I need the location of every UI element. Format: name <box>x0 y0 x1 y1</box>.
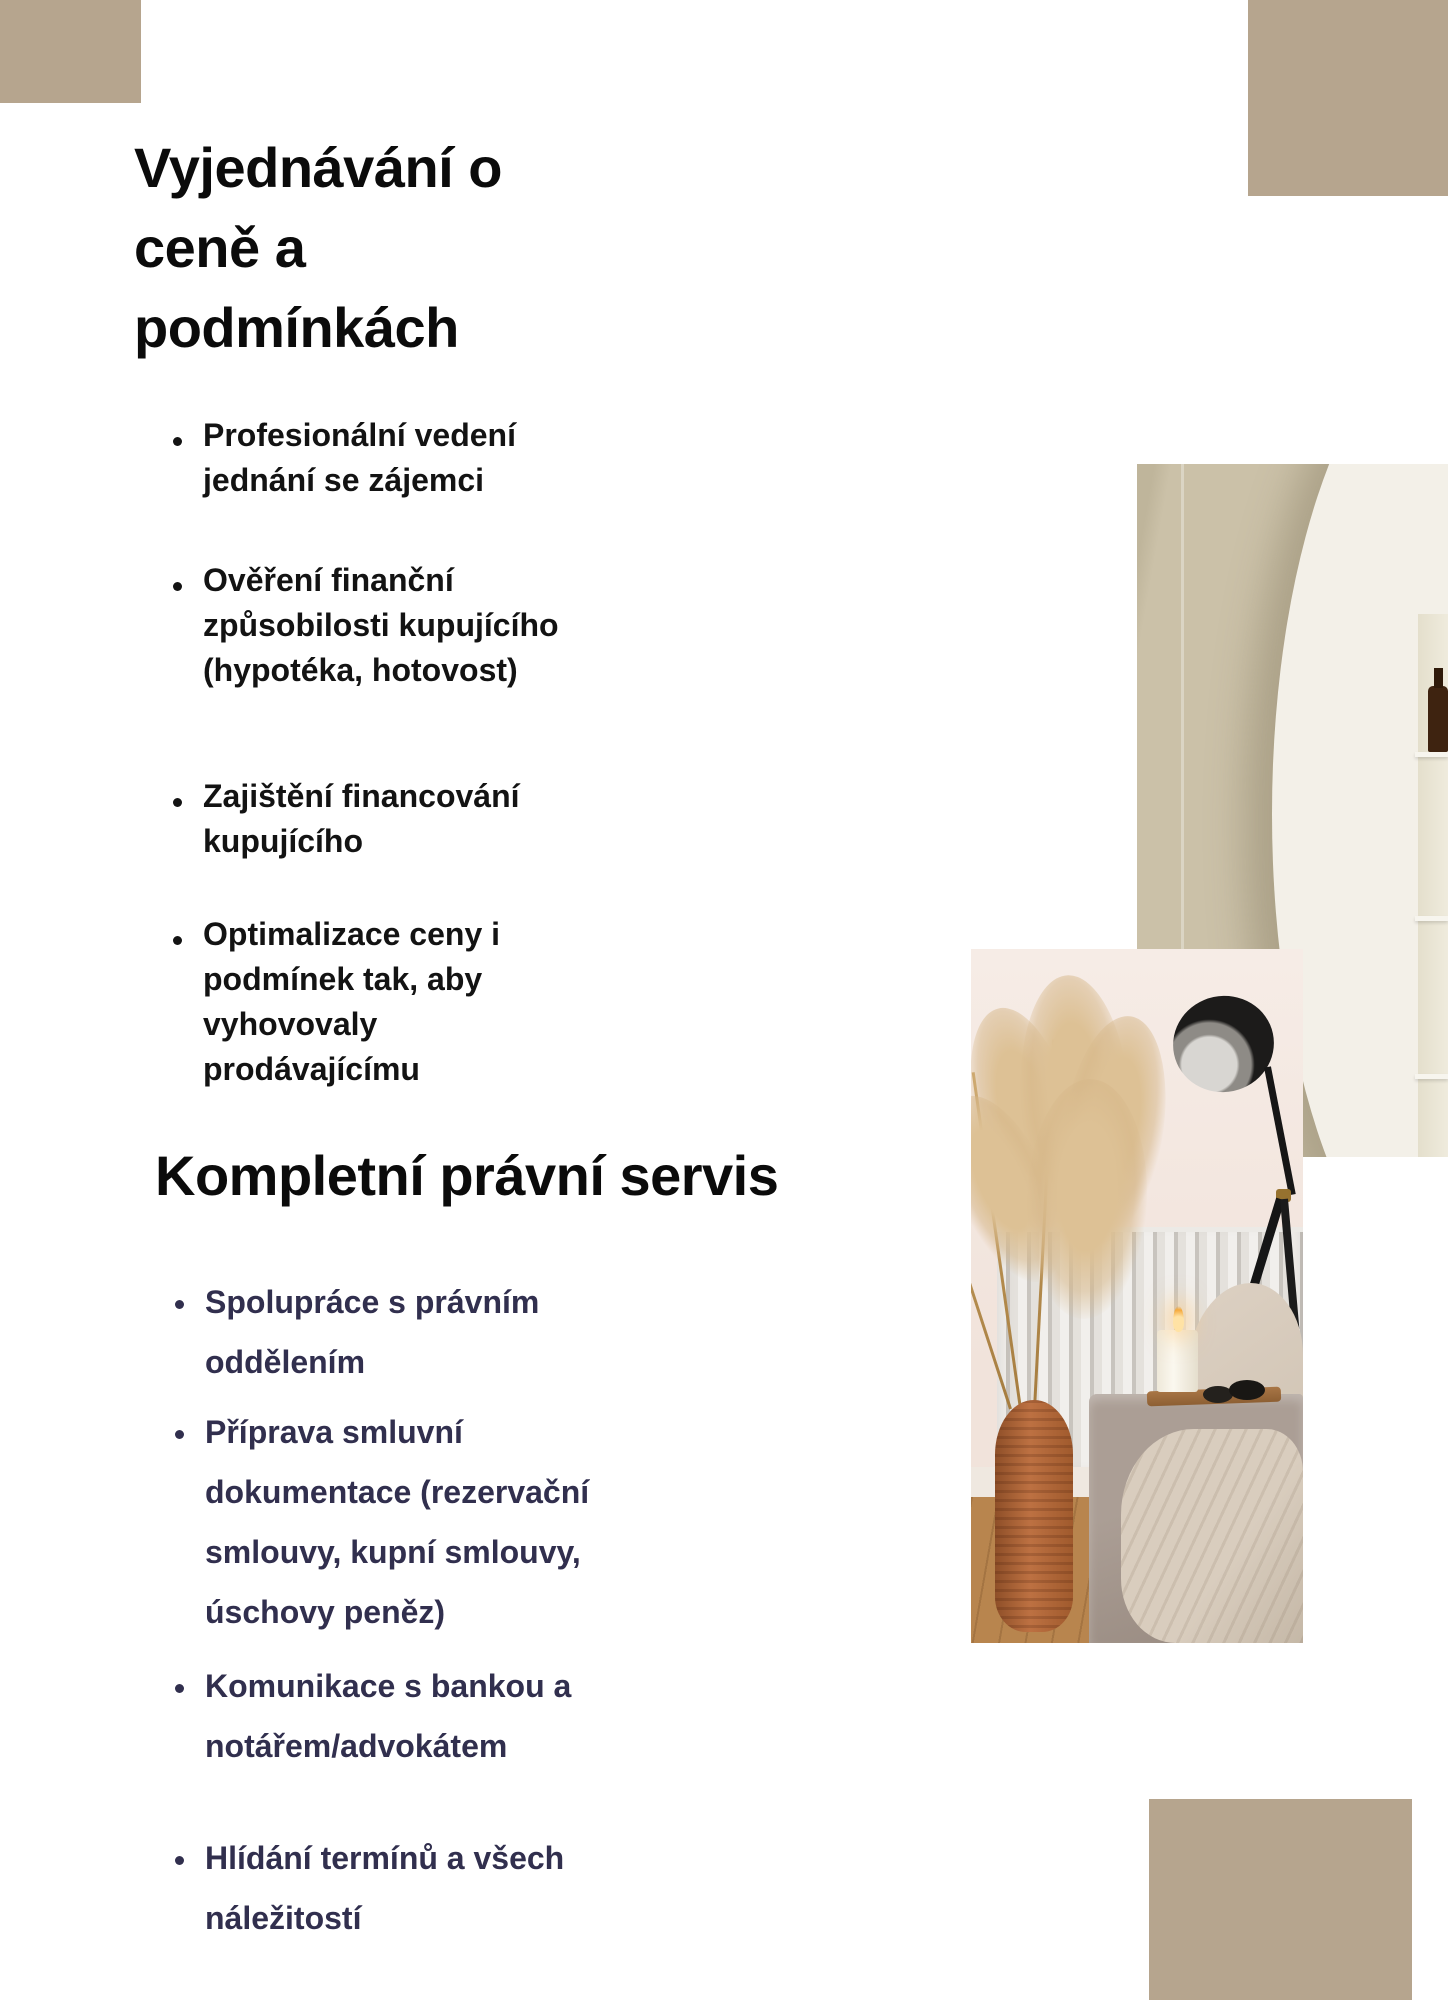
list-item <box>205 1656 625 1776</box>
amber-bottle <box>1428 686 1448 752</box>
list-item <box>203 912 563 1092</box>
bullet-dot <box>175 1300 184 1309</box>
list-item <box>205 1828 625 1948</box>
candle-flame <box>1173 1306 1184 1332</box>
bullet-dot <box>173 582 182 591</box>
bullet-dot <box>173 936 182 945</box>
amber-bottle-neck <box>1434 668 1443 688</box>
decor-rect-top-right <box>1248 0 1448 196</box>
decor-stone <box>1229 1380 1265 1400</box>
decor-rect-top-left <box>0 0 141 103</box>
list-item-text: Příprava smluvní dokumentace (rezervační smlouvy, kupní smlouvy, úschovy peněz) <box>205 1414 590 1630</box>
page-title-line-3: podmínkách <box>134 296 459 359</box>
page-title-line-2: ceně a <box>134 216 306 279</box>
section-title-legal: Kompletní právní servis <box>155 1144 779 1207</box>
shelf-edge <box>1415 752 1448 757</box>
shelf-edge <box>1415 1074 1448 1079</box>
list-item-text: Profesionální vedení jednání se zájemci <box>203 417 516 498</box>
list-item-text: Hlídání termínů a všech náležitostí <box>205 1840 565 1936</box>
shelf-edge <box>1415 916 1448 921</box>
page-title <box>134 128 502 368</box>
list-item-text: Ověření finanční způsobilosti kupujícího (hypotéka, hotovost) <box>203 562 559 688</box>
list-item <box>205 1402 625 1642</box>
list-item <box>203 774 563 864</box>
throw-blanket-drape <box>1121 1429 1303 1643</box>
list-item <box>203 413 563 503</box>
decor-rect-bottom-right <box>1149 1799 1412 2000</box>
interior-photo-livingroom <box>971 949 1303 1643</box>
list-item <box>205 1272 625 1392</box>
bullet-dot <box>173 798 182 807</box>
list-item-text: Spolupráce s právním oddělením <box>205 1284 540 1380</box>
page-title-line-1: Vyjednávání o <box>134 136 502 199</box>
bullet-dot <box>175 1856 184 1865</box>
list-item-text: Optimalizace ceny i podmínek tak, aby vyhovovaly prodávajícímu <box>203 916 501 1087</box>
list-item-text: Zajištění financování kupujícího <box>203 778 520 859</box>
bullet-dot <box>175 1430 184 1439</box>
list-item-text: Komunikace s bankou a notářem/advokátem <box>205 1668 572 1764</box>
list-item <box>203 558 563 693</box>
pillar-candle <box>1157 1330 1198 1392</box>
bullet-dot <box>175 1684 184 1693</box>
terracotta-vase <box>995 1400 1073 1632</box>
bullet-dot <box>173 437 182 446</box>
